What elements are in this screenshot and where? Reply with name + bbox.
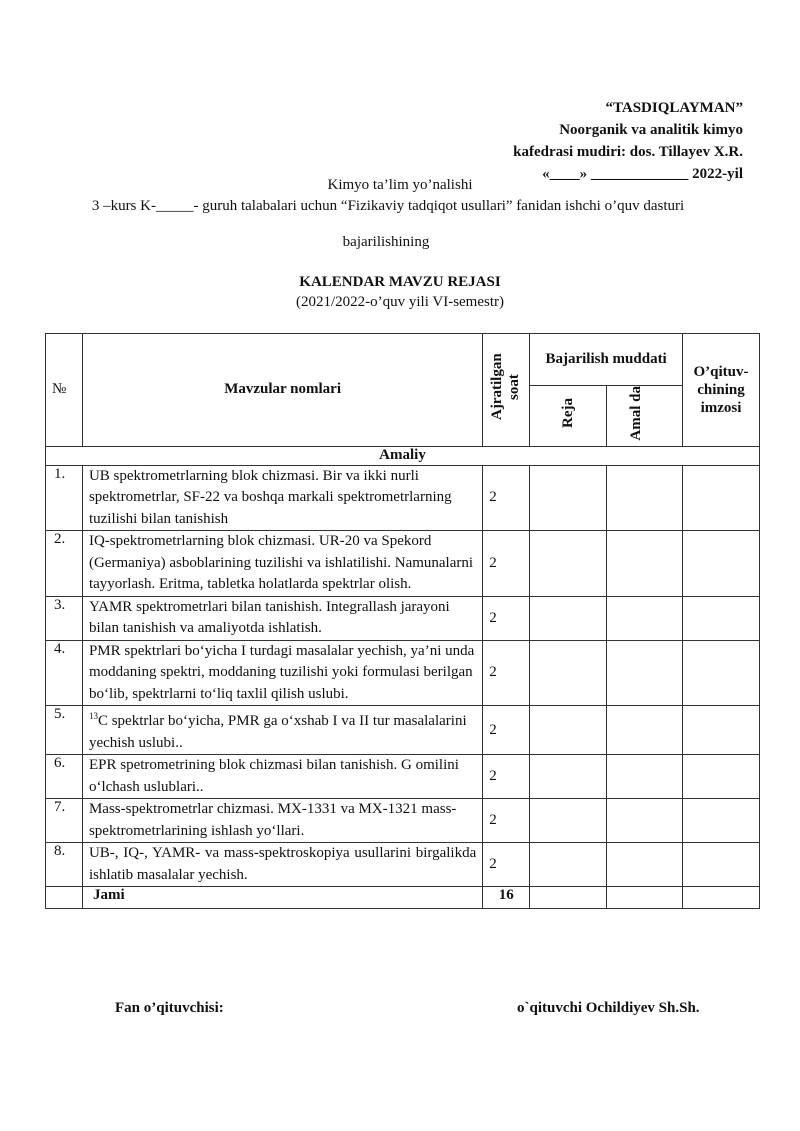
table-row: [46, 706, 760, 755]
total-hours: 16: [483, 887, 530, 909]
row-actual-cell: [607, 799, 683, 843]
row-hours: 2: [483, 465, 530, 531]
header-plan-label: Reja: [559, 398, 576, 429]
total-signature-cell: [682, 887, 759, 909]
row-signature-cell: [682, 640, 759, 706]
row-hours: 2: [483, 706, 530, 755]
row-plan-cell: [530, 596, 607, 640]
row-actual-cell: [607, 465, 683, 531]
isotope-superscript: 13: [88, 711, 98, 722]
approval-block: [513, 97, 743, 185]
row-topic: UB spektrometrlarning blok chizmasi. Bir va ikki nurli spektrometrlar, SF-22 va boshqa markali spektrometrlarning tuzilishi bilan tanishish: [82, 465, 482, 531]
table-row: [46, 596, 760, 640]
header-actual: [607, 386, 683, 447]
row-hours: 2: [483, 596, 530, 640]
calendar-plan-table: [45, 333, 760, 909]
header-hours: [483, 334, 530, 447]
page-subtitle: (2021/2022-o’quv yili VI-semestr): [295, 294, 505, 310]
row-hours: 2: [483, 843, 530, 887]
row-signature-cell: [682, 843, 759, 887]
row-num: 5.: [46, 706, 83, 755]
row-signature-cell: [682, 596, 759, 640]
approval-title: “TASDIQLAYMAN”: [605, 100, 743, 116]
row-hours: 2: [483, 531, 530, 597]
intro-execution: bajarilishining: [342, 234, 430, 250]
row-topic: [82, 706, 482, 755]
row-plan-cell: [530, 465, 607, 531]
row-actual-cell: [607, 706, 683, 755]
row-num: 4.: [46, 640, 83, 706]
approval-date: «____» _____________ 2022-yil: [542, 166, 743, 182]
row-num: 6.: [46, 755, 83, 799]
total-plan-cell: [530, 887, 607, 909]
row-topic: EPR spetrometrining blok chizmasi bilan tanishish. G omilini o‘lchash uslublari..: [82, 755, 482, 799]
table-row: [46, 531, 760, 597]
table-row: [46, 755, 760, 799]
header-plan: [530, 386, 607, 447]
table-row: [46, 465, 760, 531]
row-hours: 2: [483, 755, 530, 799]
intro-direction: Kimyo ta’lim yo’nalishi: [327, 177, 473, 193]
header-num: №: [46, 334, 83, 447]
row-signature-cell: [682, 465, 759, 531]
row-actual-cell: [607, 596, 683, 640]
row-num: 7.: [46, 799, 83, 843]
header-hours-label: Ajratilgan soat: [489, 353, 523, 421]
row-topic: IQ-spektrometrlarning blok chizmasi. UR-20 va Spekord (Germaniya) asboblarining tuzilishi va ishlatilishi. Namunalarni tayyorlash. Eritma, tabletka holatlarda spektrlar olish.: [82, 531, 482, 597]
table-row: [46, 640, 760, 706]
row-hours: 2: [483, 799, 530, 843]
header-topics: Mavzular nomlari: [82, 334, 482, 447]
row-topic: YAMR spektrometrlari bilan tanishish. Integrallash jarayoni bilan tanishish va amaliyotda ishlatish.: [82, 596, 482, 640]
row-actual-cell: [607, 843, 683, 887]
row-topic: PMR spektrlari bo‘yicha I turdagi masalalar yechish, ya’ni unda moddaning spektri, moddaning tuzilishi yoki formulasi berilgan bo‘lib, spektrlarni to‘liq taxlil qilish uslubi.: [82, 640, 482, 706]
header-actual-label: Amal da: [627, 386, 644, 441]
row-topic-text: C spektrlar bo‘yicha, PMR ga o‘xshab I va II tur masalalarini yechish uslubi..: [88, 713, 467, 751]
row-signature-cell: [682, 755, 759, 799]
row-actual-cell: [607, 531, 683, 597]
row-num: 2.: [46, 531, 83, 597]
row-plan-cell: [530, 755, 607, 799]
header-signature: O’qituv-chining imzosi: [682, 334, 759, 447]
intro-course: 3 –kurs K-_____- guruh talabalari uchun “Fizikaviy tadqiqot usullari” fanidan ishchi o’quv dasturi: [91, 198, 685, 214]
row-topic: UB-, IQ-, YAMR- va mass-spektroskopiya usullarini birgalikda ishlatib masalalar yechish.: [82, 843, 482, 887]
row-plan-cell: [530, 640, 607, 706]
row-signature-cell: [682, 799, 759, 843]
row-num: 8.: [46, 843, 83, 887]
teacher-label: Fan o’qituvchisi:: [115, 1000, 224, 1016]
row-topic: Mass-spektrometrlar chizmasi. MX-1331 va MX-1321 mass-spektrometrlarining ishlash yo‘llari.: [82, 799, 482, 843]
total-num-cell: [46, 887, 83, 909]
row-signature-cell: [682, 706, 759, 755]
table-row: [46, 799, 760, 843]
header-deadline: Bajarilish muddati: [530, 334, 683, 386]
row-actual-cell: [607, 755, 683, 799]
row-num: 1.: [46, 465, 83, 531]
row-num: 3.: [46, 596, 83, 640]
approval-head: kafedrasi mudiri: dos. Tillayev X.R.: [513, 144, 743, 160]
table-row: [46, 843, 760, 887]
row-plan-cell: [530, 799, 607, 843]
total-row: [46, 887, 760, 909]
total-actual-cell: [607, 887, 683, 909]
row-plan-cell: [530, 531, 607, 597]
page-title: KALENDAR MAVZU REJASI: [299, 274, 501, 290]
section-label: Amaliy: [46, 446, 760, 465]
row-actual-cell: [607, 640, 683, 706]
row-plan-cell: [530, 843, 607, 887]
total-label: Jami: [82, 887, 482, 909]
teacher-name: o`qituvchi Ochildiyev Sh.Sh.: [517, 1000, 700, 1016]
row-signature-cell: [682, 531, 759, 597]
row-plan-cell: [530, 706, 607, 755]
approval-department: Noorganik va analitik kimyo: [559, 122, 743, 138]
row-hours: 2: [483, 640, 530, 706]
